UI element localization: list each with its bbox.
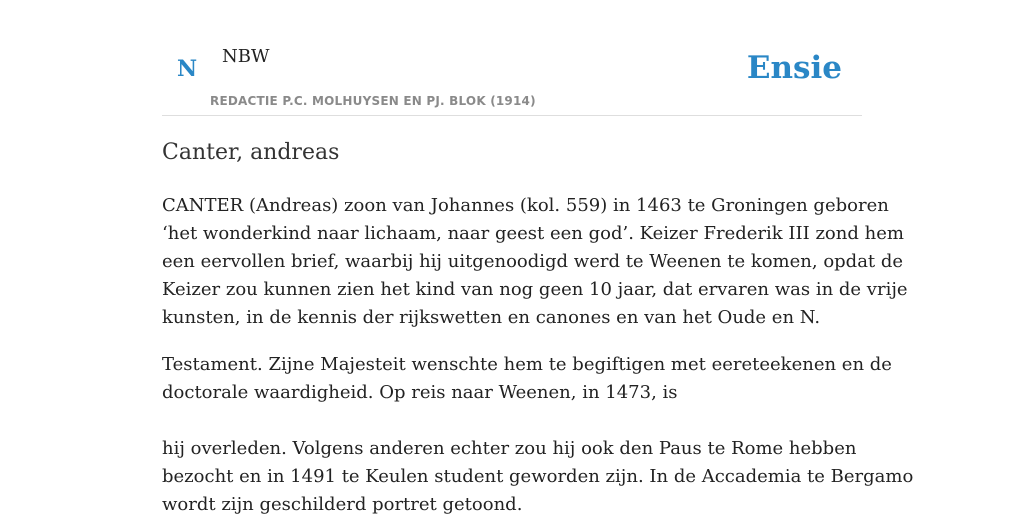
text-line: een eervollen brief, waarbij hij uitgenoodigd werd te Weenen te komen, opdat de [162,251,904,272]
text-line: bezocht en in 1491 te Keulen student geworden zijn. In de Accademia te Bergamo [162,466,914,487]
text-line: Keizer zou kunnen zien het kind van nog geen 10 jaar, dat ervaren was in de vrije [162,279,908,300]
text-line: Testament. Zijne Majesteit wenschte hem te begiftigen met eereteekenen en de [162,354,892,375]
article-title: Canter, andreas [162,140,340,165]
header-divider [162,115,862,116]
ensie-logo-link[interactable]: Ensie [746,50,842,86]
source-name[interactable]: NBW [222,46,270,67]
article-paragraph-3 [162,435,914,519]
nbw-logo[interactable]: N [177,56,198,82]
text-line: hij overleden. Volgens anderen echter zou hij ook den Paus te Rome hebben [162,438,857,459]
source-subtitle: REDACTIE P.C. MOLHUYSEN EN PJ. BLOK (1914) [210,94,536,108]
article-paragraph-1 [162,192,908,332]
text-line: ‘het wonderkind naar lichaam, naar geest een god’. Keizer Frederik III zond hem [162,223,904,244]
page [162,0,914,515]
text-line: kunsten, in de kennis der rijkswetten en canones en van het Oude en N. [162,307,821,328]
article-paragraph-2 [162,351,892,407]
text-line: CANTER (Andreas) zoon van Johannes (kol. 559) in 1463 te Groningen geboren [162,195,889,216]
text-line: doctorale waardigheid. Op reis naar Weenen, in 1473, is [162,382,678,403]
text-line: wordt zijn geschilderd portret getoond. [162,494,523,515]
